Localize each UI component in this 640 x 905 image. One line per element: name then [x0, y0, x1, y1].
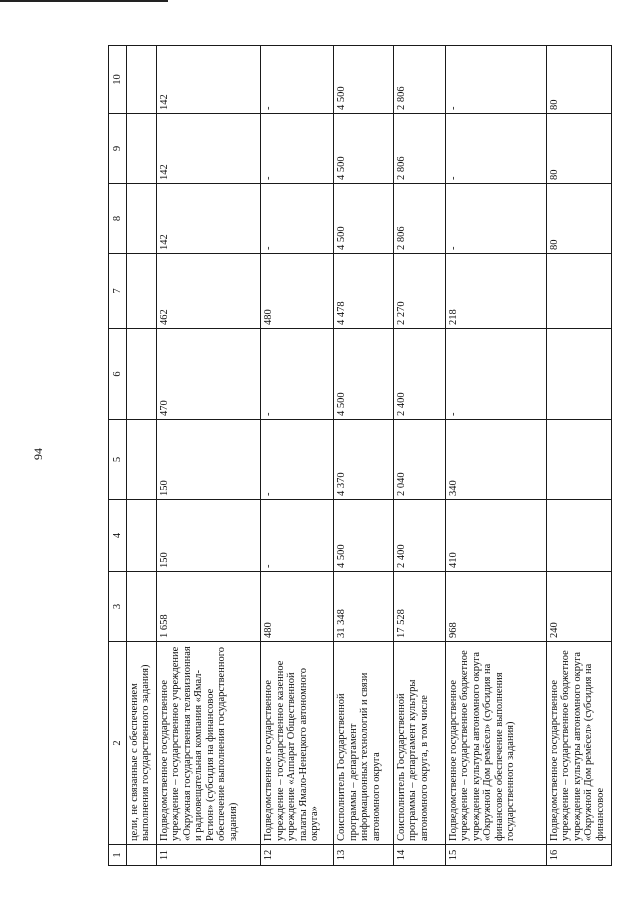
row-number: 16: [546, 845, 611, 866]
value-cell: [126, 329, 156, 420]
value-cell: 2 806: [393, 46, 445, 114]
column-header: 4: [109, 500, 127, 572]
value-cell: 80: [546, 184, 611, 254]
value-cell: [126, 184, 156, 254]
value-cell: 4 500: [334, 329, 393, 420]
row-number: [126, 845, 156, 866]
value-cell: 150: [156, 420, 260, 500]
value-cell: -: [445, 329, 546, 420]
value-cell: 4 500: [334, 114, 393, 184]
table-row: [126, 46, 156, 866]
row-number: 15: [445, 845, 546, 866]
value-cell: [126, 500, 156, 572]
table-row: [393, 46, 445, 866]
value-cell: -: [261, 184, 334, 254]
value-cell: 4 500: [334, 184, 393, 254]
value-cell: 340: [445, 420, 546, 500]
row-name: Подведомственное государственное учреждение – государственное бюджетное учреждение культуры автономного округа «Окружной Дом ремёсел» (субсидия на финансовое обеспечение выполнения государственного задания): [445, 642, 546, 845]
value-cell: -: [445, 184, 546, 254]
value-cell: 410: [445, 500, 546, 572]
value-cell: [546, 500, 611, 572]
top-rule: [0, 0, 168, 2]
value-cell: 470: [156, 329, 260, 420]
value-cell: -: [261, 500, 334, 572]
value-cell: 142: [156, 114, 260, 184]
column-header: 6: [109, 329, 127, 420]
value-cell: [126, 572, 156, 642]
value-cell: 218: [445, 254, 546, 329]
value-cell: 142: [156, 46, 260, 114]
row-name: цели, не связанные с обеспечением выполнения государственного задания): [126, 642, 156, 845]
row-number: 14: [393, 845, 445, 866]
value-cell: 480: [261, 254, 334, 329]
budget-table: [108, 45, 612, 866]
row-number: 12: [261, 845, 334, 866]
value-cell: 2 040: [393, 420, 445, 500]
row-number: 13: [334, 845, 393, 866]
value-cell: -: [261, 46, 334, 114]
page-number: 94: [31, 448, 45, 460]
row-name: Соисполнитель Государственной программы – департамент информационных технологий и связи автономного округа: [334, 642, 393, 845]
value-cell: 2 400: [393, 329, 445, 420]
value-cell: 150: [156, 500, 260, 572]
column-header: 3: [109, 572, 127, 642]
value-cell: 2 400: [393, 500, 445, 572]
value-cell: -: [445, 114, 546, 184]
column-header: 7: [109, 254, 127, 329]
column-header: 2: [109, 642, 127, 845]
value-cell: 2 806: [393, 114, 445, 184]
column-header: 1: [109, 845, 127, 866]
value-cell: 2 806: [393, 184, 445, 254]
value-cell: -: [261, 329, 334, 420]
value-cell: [126, 46, 156, 114]
value-cell: -: [261, 114, 334, 184]
column-number-row: [109, 46, 127, 866]
row-name: Подведомственное государственное учреждение – государственное казенное учреждение «Аппарат Общественной палаты Ямало-Ненецкого автономного округа»: [261, 642, 334, 845]
value-cell: [126, 254, 156, 329]
value-cell: 4 478: [334, 254, 393, 329]
value-cell: 2 270: [393, 254, 445, 329]
value-cell: [546, 254, 611, 329]
value-cell: 4 500: [334, 500, 393, 572]
value-cell: 4 370: [334, 420, 393, 500]
row-name: Подведомственное государственное учреждение – государственное бюджетное учреждение культуры автономного округа «Окружной Дом ремёсел» (субсидия на финансовое: [546, 642, 611, 845]
value-cell: 80: [546, 114, 611, 184]
table-row: [445, 46, 546, 866]
value-cell: 480: [261, 572, 334, 642]
value-cell: 17 528: [393, 572, 445, 642]
row-number: 11: [156, 845, 260, 866]
row-name: Подведомственное государственное учреждение – государственное учреждение «Окружная государственная телевизионная и радиовещательная компания «Ямал-Регион» (субсидия на финансовое обеспечение выполнения государственного задания): [156, 642, 260, 845]
value-cell: 968: [445, 572, 546, 642]
column-header: 9: [109, 114, 127, 184]
table-row: [156, 46, 260, 866]
value-cell: 462: [156, 254, 260, 329]
value-cell: 80: [546, 46, 611, 114]
value-cell: [126, 114, 156, 184]
value-cell: 1 658: [156, 572, 260, 642]
column-header: 8: [109, 184, 127, 254]
value-cell: 142: [156, 184, 260, 254]
value-cell: [126, 420, 156, 500]
column-header: 5: [109, 420, 127, 500]
rotated-table-wrapper: [108, 46, 612, 866]
value-cell: -: [445, 46, 546, 114]
value-cell: [546, 420, 611, 500]
table-row: [261, 46, 334, 866]
value-cell: -: [261, 420, 334, 500]
value-cell: 240: [546, 572, 611, 642]
table-row: [334, 46, 393, 866]
value-cell: 31 348: [334, 572, 393, 642]
table-row: [546, 46, 611, 866]
value-cell: 4 500: [334, 46, 393, 114]
value-cell: [546, 329, 611, 420]
column-header: 10: [109, 46, 127, 114]
row-name: Соисполнитель Государственной программы – департамент культуры автономного округа, в том числе: [393, 642, 445, 845]
